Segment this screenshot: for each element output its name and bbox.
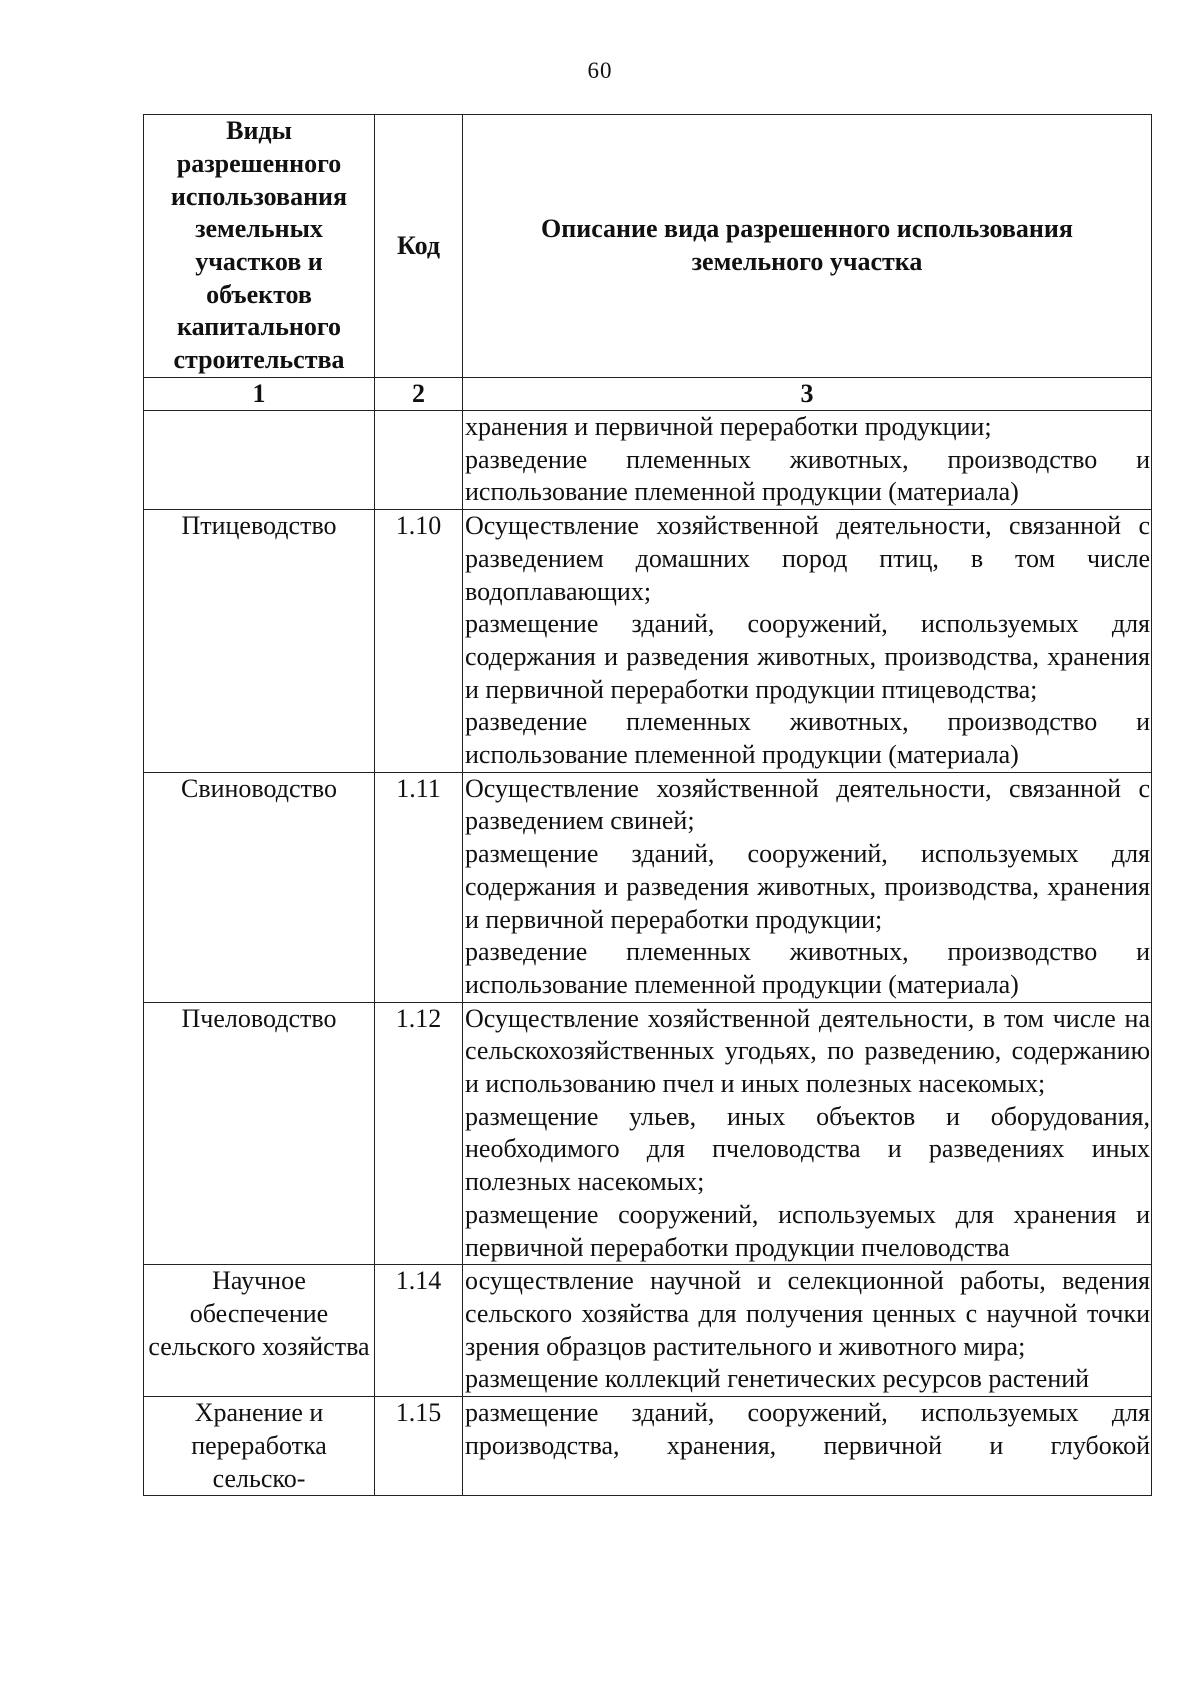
- land-use-code: 1.15: [375, 1397, 463, 1496]
- land-use-code: 1.12: [375, 1002, 463, 1265]
- header-land-use-type: Виды разрешенного использования земельных участков и объектов капитального строительства: [144, 115, 375, 378]
- description-paragraph: размещение зданий, сооружений, используемых для производства, хранения, первичной и глубокой: [465, 1398, 1150, 1460]
- land-use-name: [144, 411, 375, 510]
- land-use-code: 1.14: [375, 1265, 463, 1397]
- description-paragraph: осуществление научной и селекционной работы, ведения сельского хозяйства для получения ценных с научной точки зрения образцов растительного и животного мира;: [465, 1266, 1150, 1361]
- land-use-name: Свиноводство: [144, 772, 375, 1002]
- land-use-description: [463, 1265, 1152, 1397]
- land-use-name: Пчеловодство: [144, 1002, 375, 1265]
- column-number-2: 2: [375, 378, 463, 411]
- table-row: [144, 1265, 1152, 1397]
- description-paragraph: размещение сооружений, используемых для хранения и первичной переработки продукции пчеловодства: [465, 1199, 1150, 1262]
- description-paragraph: Осуществление хозяйственной деятельности, в том числе на сельскохозяйственных угодьях, по разведению, содержанию и использованию пчел и иных полезных насекомых;: [465, 1003, 1150, 1099]
- table-row: [144, 772, 1152, 1002]
- land-use-description: [463, 772, 1152, 1002]
- table-header-row: [144, 115, 1152, 378]
- description-paragraph: разведение племенных животных, производство и использование племенной продукции (материала): [465, 707, 1150, 770]
- land-use-description: [463, 411, 1152, 510]
- land-use-name: Птицеводство: [144, 510, 375, 773]
- column-number-1: 1: [144, 378, 375, 411]
- land-use-code: 1.11: [375, 772, 463, 1002]
- land-use-table: [143, 114, 1152, 1496]
- header-description: Описание вида разрешенного использования земельного участка: [463, 115, 1152, 378]
- land-use-name: Научное обеспечение сельского хозяйства: [144, 1265, 375, 1397]
- description-paragraph: хранения и первичной переработки продукции;: [465, 412, 992, 441]
- table-row: [144, 510, 1152, 773]
- description-paragraph: размещение зданий, сооружений, используемых для содержания и разведения животных, производства, хранения и первичной переработки продукции птицеводства;: [465, 609, 1150, 704]
- description-paragraph: размещение зданий, сооружений, используемых для содержания и разведения животных, производства, хранения и первичной переработки продукции;: [465, 839, 1150, 934]
- description-paragraph: разведение племенных животных, производство и использование племенной продукции (материала): [465, 937, 1150, 999]
- column-number-row: [144, 378, 1152, 411]
- land-use-description: [463, 1002, 1152, 1265]
- column-number-3: 3: [463, 378, 1152, 411]
- description-paragraph: Осуществление хозяйственной деятельности, связанной с разведением свиней;: [465, 773, 1150, 836]
- header-code: Код: [375, 115, 463, 378]
- table-row: [144, 1002, 1152, 1265]
- land-use-name: Хранение и переработка сельско-: [144, 1397, 375, 1496]
- table-row: [144, 1397, 1152, 1496]
- land-use-code: 1.10: [375, 510, 463, 773]
- description-paragraph: разведение племенных животных, производство и использование племенной продукции (материала): [465, 444, 1150, 507]
- description-paragraph: размещение коллекций генетических ресурсов растений: [465, 1364, 1090, 1394]
- page-number: 60: [587, 58, 613, 83]
- land-use-description: [463, 510, 1152, 773]
- description-paragraph: Осуществление хозяйственной деятельности, связанной с разведением домашних пород птиц, в том числе водоплавающих;: [465, 511, 1150, 606]
- land-use-code: [375, 411, 463, 510]
- description-paragraph: размещение ульев, иных объектов и оборудования, необходимого для пчеловодства и разведениях иных полезных насекомых;: [465, 1101, 1150, 1197]
- land-use-description: [463, 1397, 1152, 1496]
- table-row: [144, 411, 1152, 510]
